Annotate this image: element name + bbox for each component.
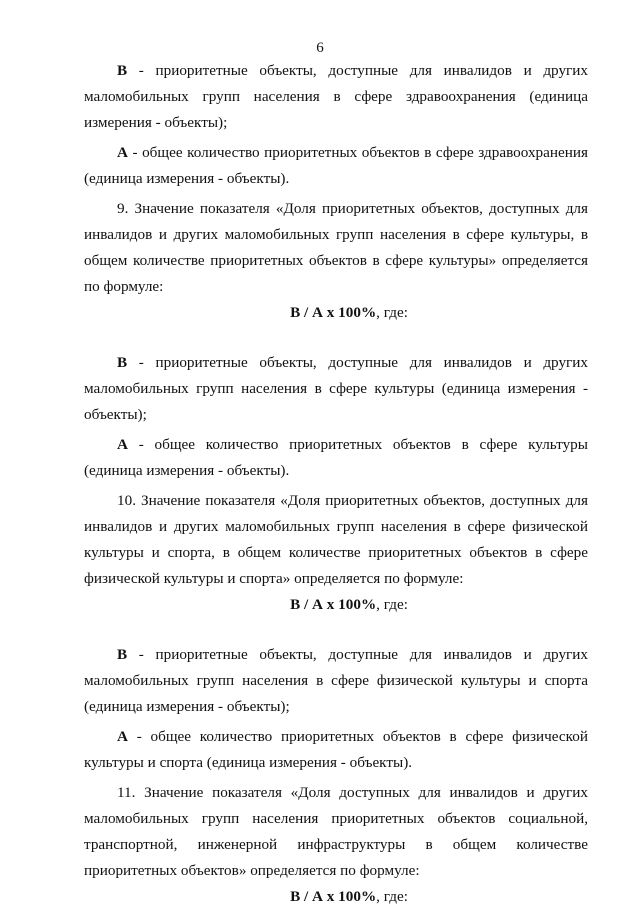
formula-1 — [84, 300, 588, 326]
page-number: 6 — [316, 40, 324, 56]
variable-b: В — [117, 646, 128, 663]
variable-b: В — [117, 354, 128, 371]
variable-a: А — [117, 436, 128, 453]
definition-text: - приоритетные объекты, доступные для инвалидов и других маломобильных групп населения в сфере физической культуры и спорта (единица измерения - объекты); — [84, 646, 588, 715]
paragraph-text: 11. Значение показателя «Доля доступных для инвалидов и других маломобильных групп населения приоритетных объектов социальной, транспортной, инженерной инфраструктуры в общем количестве приоритетных объектов» определяется по формуле: — [84, 784, 588, 879]
formula-3 — [84, 884, 588, 910]
formula-suffix: , где: — [376, 888, 408, 905]
definition-text: - общее количество приоритетных объектов в сфере здравоохранения (единица измерения - объекты). — [84, 144, 588, 187]
variable-a: А — [117, 728, 128, 745]
document-body — [84, 58, 588, 910]
definition-b-culture — [84, 350, 588, 428]
formula-suffix: , где: — [376, 304, 408, 321]
formula-suffix: , где: — [376, 596, 408, 613]
definition-text: - общее количество приоритетных объектов в сфере физической культуры и спорта (единица измерения - объекты). — [84, 728, 588, 771]
definition-a-healthcare — [84, 140, 588, 192]
paragraph-text: 10. Значение показателя «Доля приоритетных объектов, доступных для инвалидов и других маломобильных групп населения в сфере физической культуры и спорта, в общем количестве приоритетных объектов в сфере физической культуры и спорта» определяется по формуле: — [84, 492, 588, 587]
definition-b-healthcare — [84, 58, 588, 136]
definition-text: - приоритетные объекты, доступные для инвалидов и других маломобильных групп населения в сфере здравоохранения (единица измерения - объекты); — [84, 62, 588, 131]
definition-text: - общее количество приоритетных объектов в сфере культуры (единица измерения - объекты). — [84, 436, 588, 479]
variable-a: А — [117, 144, 128, 161]
indicator-9-paragraph — [84, 196, 588, 300]
indicator-11-paragraph — [84, 780, 588, 884]
definition-b-sport — [84, 642, 588, 720]
formula-expression: В / А x 100% — [290, 596, 377, 613]
formula-2 — [84, 592, 588, 618]
definition-text: - приоритетные объекты, доступные для инвалидов и других маломобильных групп населения в сфере культуры (единица измерения - объекты); — [84, 354, 588, 423]
indicator-10-paragraph — [84, 488, 588, 592]
paragraph-text: 9. Значение показателя «Доля приоритетных объектов, доступных для инвалидов и других маломобильных групп населения в сфере культуры, в общем количестве приоритетных объектов в сфере культуры» определяется по формуле: — [84, 200, 588, 295]
definition-a-sport — [84, 724, 588, 776]
formula-expression: В / А x 100% — [290, 888, 377, 905]
formula-expression: В / А x 100% — [290, 304, 377, 321]
variable-b: В — [117, 62, 128, 79]
definition-a-culture — [84, 432, 588, 484]
